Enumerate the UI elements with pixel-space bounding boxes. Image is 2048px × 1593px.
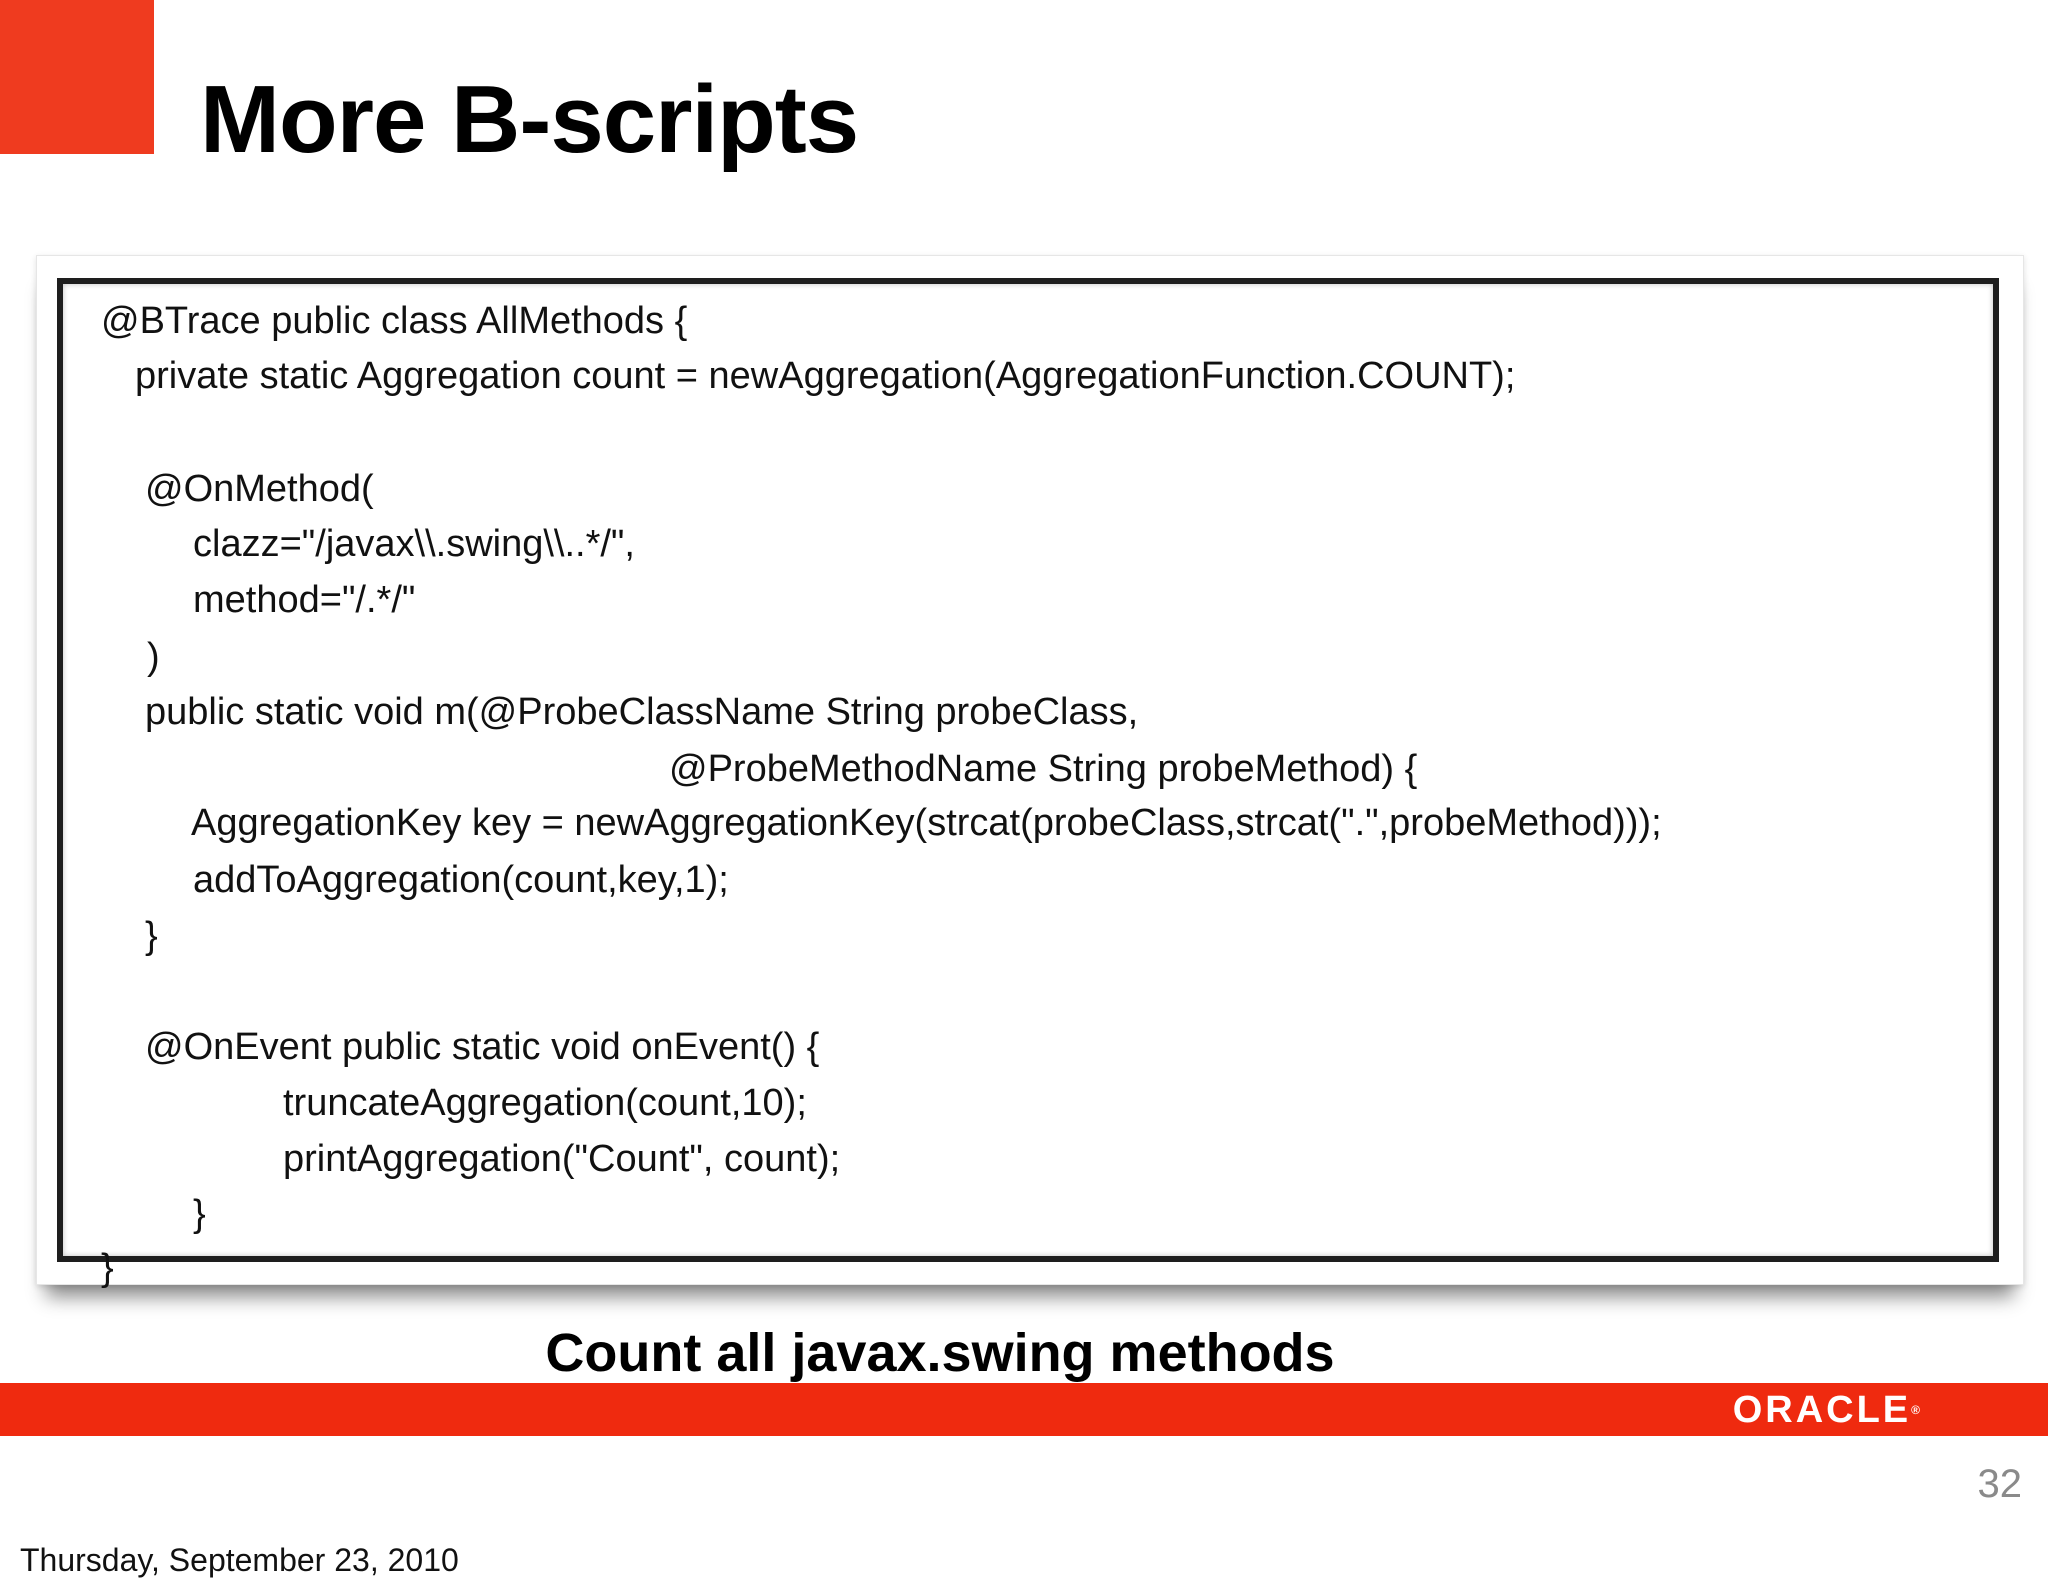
red-corner-block <box>0 0 154 154</box>
oracle-logo <box>1733 1389 1920 1431</box>
code-line: private static Aggregation count = newAggregation(AggregationFunction.COUNT); <box>135 355 1516 397</box>
code-line: ) <box>147 636 160 678</box>
code-line: AggregationKey key = newAggregationKey(strcat(probeClass,strcat(".",probeMethod))); <box>191 802 1662 844</box>
slide-caption: Count all javax.swing methods <box>545 1323 1335 1383</box>
code-line: method="/.*/" <box>193 579 416 621</box>
code-line: public static void m(@ProbeClassName String probeClass, <box>145 691 1139 733</box>
code-line: clazz="/javax\\.swing\\..*/", <box>193 523 635 565</box>
code-line: addToAggregation(count,key,1); <box>193 859 729 901</box>
code-line: truncateAggregation(count,10); <box>283 1082 807 1124</box>
oracle-logo-text: ORACLE <box>1732 1389 1912 1431</box>
code-line: @ProbeMethodName String probeMethod) { <box>669 748 1418 790</box>
registered-mark: ® <box>1911 1403 1920 1417</box>
footer-band <box>0 1383 2048 1436</box>
code-line: } <box>101 1247 114 1289</box>
code-line: } <box>145 915 158 957</box>
slide-title: More B-scripts <box>200 66 859 173</box>
code-line: printAggregation("Count", count); <box>283 1138 841 1180</box>
code-line: } <box>193 1193 206 1235</box>
code-line: @BTrace public class AllMethods { <box>101 300 688 342</box>
code-box <box>57 278 1999 1289</box>
page-number: 32 <box>1977 1462 2022 1506</box>
footer-date: Thursday, September 23, 2010 <box>20 1542 459 1578</box>
code-frame <box>36 255 2024 1289</box>
code-line: @OnMethod( <box>145 468 374 510</box>
code-line: @OnEvent public static void onEvent() { <box>145 1026 820 1068</box>
